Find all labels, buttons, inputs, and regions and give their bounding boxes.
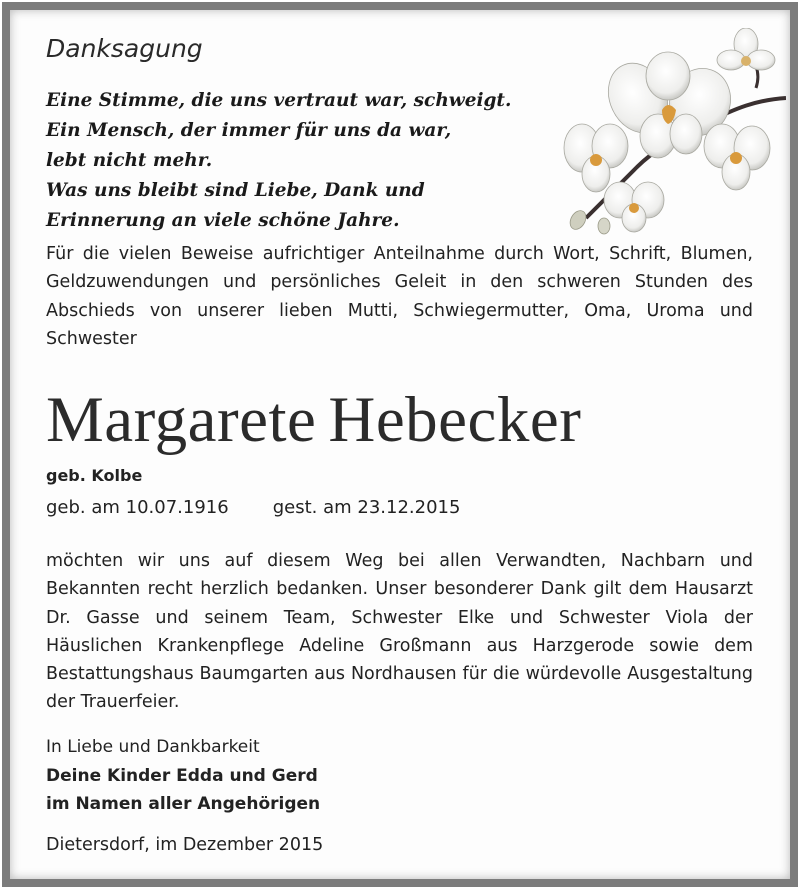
deceased-first-name: Margarete [46, 384, 317, 456]
deceased-last-name: Hebecker [328, 384, 582, 456]
death-date: gest. am 23.12.2015 [272, 497, 461, 518]
poem [46, 86, 511, 236]
life-dates [46, 497, 460, 518]
signers-subline: im Namen aller Angehörigen [46, 794, 321, 814]
intro-paragraph: Für die vielen Beweise aufrichtiger Anteilnahme durch Wort, Schrift, Blumen, Geldzuwendungen und persönliches Geleit in den schweren Stunden des Abschieds von unserer lieben Mutti, Schwiegermutter, Oma, Uroma und Schwester [46, 244, 753, 349]
poem-line: lebt nicht mehr. [46, 150, 213, 171]
notice-card [10, 10, 790, 879]
notice-heading: Danksagung [46, 34, 203, 63]
maiden-name: geb. Kolbe [46, 466, 143, 485]
poem-line: Eine Stimme, die uns vertraut war, schweigt. [46, 90, 512, 111]
closing-phrase: In Liebe und Dankbarkeit [46, 737, 260, 757]
closing-block [46, 733, 320, 819]
birth-date: geb. am 10.07.1916 [46, 497, 229, 518]
poem-line: Erinnerung an viele schöne Jahre. [46, 210, 400, 231]
signers: Deine Kinder Edda und Gerd [46, 765, 318, 786]
orchid-image [556, 28, 786, 236]
thanks-paragraph: möchten wir uns auf diesem Weg bei allen Verwandten, Nachbarn und Bekannten recht herzlich bedanken. Unser besonderer Dank gilt dem Hausarzt Dr. Gasse und seinem Team, Schwester Elke und Schwester Viola der Häuslichen Krankenpflege Adeline Großmann aus Harzgerode sowie dem Bestattungshaus Baumgarten aus Nordhausen für die würdevolle Ausgestaltung der Trauerfeier. [46, 551, 753, 713]
poem-line: Ein Mensch, der immer für uns da war, [46, 120, 452, 141]
place-and-date: Dietersdorf, im Dezember 2015 [46, 835, 324, 855]
notice-frame [2, 2, 798, 887]
poem-line: Was uns bleibt sind Liebe, Dank und [46, 180, 425, 201]
deceased-name [46, 382, 581, 458]
